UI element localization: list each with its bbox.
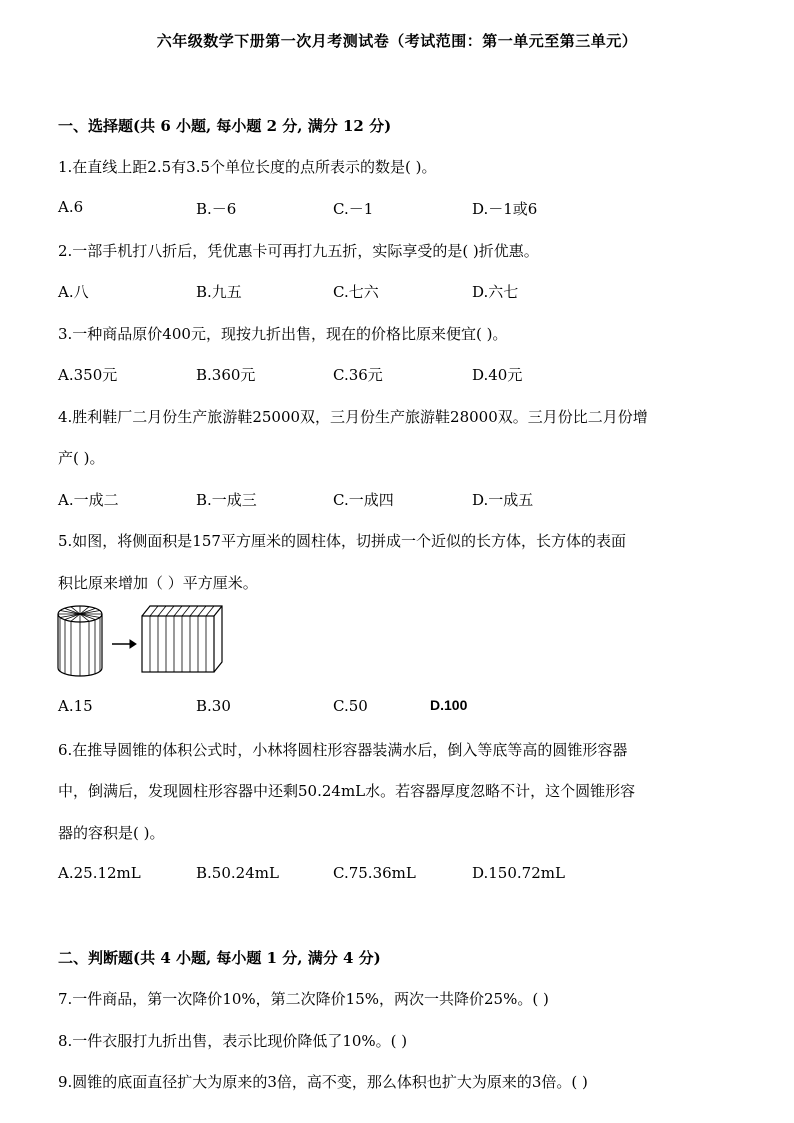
section-2-header: 二、判断题(共 4 小题, 每小题 1 分, 满分 4 分) <box>58 949 381 967</box>
q2-option-d: D.六七 <box>472 283 519 301</box>
q2-option-b: B.九五 <box>196 283 242 301</box>
question-6-text-line-2: 中，倒满后，发现圆柱形容器中还剩50.24mL水。若容器厚度忽略不计，这个圆锥形容 <box>58 782 636 800</box>
question-1-text: 1.在直线上距2.5有3.5个单位长度的点所表示的数是( )。 <box>58 158 437 176</box>
section-1-header: 一、选择题(共 6 小题, 每小题 2 分, 满分 12 分) <box>58 117 392 135</box>
question-6-text-line-1: 6.在推导圆锥的体积公式时，小林将圆柱形容器装满水后，倒入等底等高的圆锥形容器 <box>58 741 628 759</box>
q4-option-c: C.一成四 <box>333 491 394 509</box>
q4-option-b: B.一成三 <box>196 491 257 509</box>
q6-option-c: C.75.36mL <box>333 864 416 882</box>
q5-option-a: A.15 <box>58 697 93 715</box>
q6-option-b: B.50.24mL <box>196 864 279 882</box>
question-4-text-line-2: 产( )。 <box>58 449 105 467</box>
q4-option-d: D.一成五 <box>472 491 534 509</box>
q5-option-b: B.30 <box>196 697 231 715</box>
q3-option-b: B.360元 <box>196 366 256 384</box>
q1-option-d: D.－1或6 <box>472 200 538 218</box>
q1-option-a: A.6 <box>58 198 84 216</box>
exam-title: 六年级数学下册第一次月考测试卷（考试范围：第一单元至第三单元） <box>156 32 638 50</box>
q2-option-c: C.七六 <box>333 283 379 301</box>
q3-option-d: D.40元 <box>472 366 523 384</box>
question-4-text-line-1: 4.胜利鞋厂二月份生产旅游鞋25000双，三月份生产旅游鞋28000双。三月份比二月份增 <box>58 408 648 426</box>
question-6-text-line-3: 器的容积是( )。 <box>58 824 165 842</box>
question-9-text: 9.圆锥的底面直径扩大为原来的3倍，高不变，那么体积也扩大为原来的3倍。( ) <box>58 1073 588 1091</box>
q5-option-c: C.50 <box>333 697 368 715</box>
cuboid-icon <box>142 606 222 672</box>
q6-option-a: A.25.12mL <box>58 864 141 882</box>
q3-option-c: C.36元 <box>333 366 383 384</box>
sliced-cylinder-icon <box>58 606 102 676</box>
q1-option-c: C.－1 <box>333 200 374 218</box>
q4-option-a: A.一成二 <box>58 491 119 509</box>
question-2-text: 2.一部手机打八折后，凭优惠卡可再打九五折，实际享受的是( )折优惠。 <box>58 242 539 260</box>
q6-option-d: D.150.72mL <box>472 864 565 882</box>
q2-option-a: A.八 <box>58 283 89 301</box>
cylinder-to-cuboid-figure <box>54 602 234 682</box>
question-3-text: 3.一种商品原价400元，现按九折出售，现在的价格比原来便宜( )。 <box>58 325 508 343</box>
question-7-text: 7.一件商品，第一次降价10%，第二次降价15%，两次一共降价25%。( ) <box>58 990 549 1008</box>
arrow-right-icon <box>112 640 136 648</box>
question-5-text-line-1: 5.如图，将侧面积是157平方厘米的圆柱体，切拼成一个近似的长方体，长方体的表面 <box>58 532 626 550</box>
question-5-text-line-2: 积比原来增加（ ）平方厘米。 <box>58 574 258 592</box>
q3-option-a: A.350元 <box>58 366 118 384</box>
q5-option-d: D.100 <box>430 697 468 713</box>
question-8-text: 8.一件衣服打九折出售，表示比现价降低了10%。( ) <box>58 1032 408 1050</box>
q1-option-b: B.－6 <box>196 200 237 218</box>
